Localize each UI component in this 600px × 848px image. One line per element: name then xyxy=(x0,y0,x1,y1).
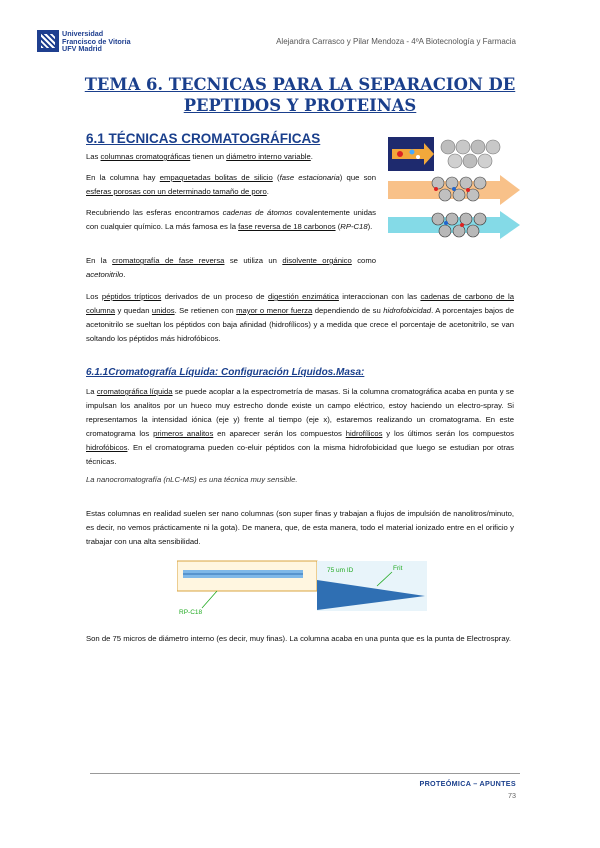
page-title xyxy=(80,74,520,116)
italic-text: La nanocromatografía (nLC-MS) es una técnica muy sensible. xyxy=(86,475,298,484)
page-number: 73 xyxy=(508,791,516,800)
silica-bead xyxy=(471,140,485,154)
university-logo xyxy=(37,30,131,53)
text: ) que son xyxy=(339,173,376,182)
silica-bead xyxy=(474,213,486,225)
text: tienen un xyxy=(190,152,227,161)
label-75-um-id: 75 um ID xyxy=(327,567,354,574)
silica-bead xyxy=(448,154,462,168)
underlined-text: disolvente orgánico xyxy=(282,256,352,265)
silica-bead xyxy=(439,225,451,237)
silica-bead xyxy=(486,140,500,154)
underlined-text: cromatografía de fase reversa xyxy=(112,256,225,265)
text: Son de 75 micros de diámetro interno (es decir, muy finas). La columna acaba en una punta que es la punta de Electrospray. xyxy=(86,634,512,643)
column-beads-figure xyxy=(388,137,520,243)
text: . xyxy=(266,187,269,196)
logo-line: Francisco de Vitoria xyxy=(62,36,131,46)
analyte-dot xyxy=(416,155,420,159)
text: . xyxy=(310,152,313,161)
underlined-text: digestión enzimática xyxy=(267,292,339,301)
header-authors: Alejandra Carrasco y Pilar Mendoza - 4ºA Biotecnología y Farmacia xyxy=(276,37,516,46)
paragraph-liquid-chromatography xyxy=(86,385,514,469)
text: La xyxy=(86,387,97,396)
underlined-text: fase reversa de 18 carbonos xyxy=(238,222,336,231)
analyte-dot xyxy=(397,151,403,157)
analyte-dot xyxy=(466,188,470,192)
italic-text: fase estacionaria xyxy=(279,173,340,182)
text: covalentemente unidas con cualquier químico. La más famosa es la xyxy=(86,208,376,231)
logo-text xyxy=(62,30,131,53)
text: Estas columnas en realidad suelen ser nano columnas (son super finas y trabajan a flujos de impulsión de nanolitros/minuto, es decir, no vemos prácticamente ni la gota). De manera, que, de esta manera, todo el material ionizado entre en el orificio y trabajar con una alta sensibilidad. xyxy=(86,509,514,546)
paragraph-columns xyxy=(86,150,376,164)
silica-bead xyxy=(432,177,444,189)
underlined-text: péptidos trípticos xyxy=(101,292,162,301)
label-frit: Frit xyxy=(393,565,403,572)
underlined-text: hidrofílicos xyxy=(345,429,383,438)
paragraph-75-microns xyxy=(86,632,514,646)
underlined-text: hidrofóbicos xyxy=(86,443,128,452)
text: se puede acoplar a la espectrometría de masas. Si la columna cromatográfica acaba en punta y se impulsan los analitos por un hueco muy estrecho donde existe un campo eléctrico, estoy haciendo un electro-spray. Si representamos la intensidad iónica (eje y) frente al tiempo (eje x), estaremos realizando un cromatograma. En este cromatograma los xyxy=(86,387,514,438)
text: Los xyxy=(86,292,102,301)
underlined-text: primeros analitos xyxy=(153,429,214,438)
subsection-heading: 6.1.1Cromatografía Líquida: Configuración Líquidos.Masa: xyxy=(86,367,365,378)
italic-text: acetonitrilo xyxy=(86,270,124,279)
paragraph-tryptic-peptides xyxy=(86,290,514,346)
silica-bead xyxy=(478,154,492,168)
text: ). xyxy=(367,222,373,231)
orange-arrow-head xyxy=(500,175,520,205)
title-line-2: PEPTIDOS Y PROTEINAS xyxy=(183,96,417,115)
nano-column-figure xyxy=(177,558,427,618)
footer-subject: PROTEÓMICA – APUNTES xyxy=(419,779,516,788)
text: ( xyxy=(272,173,280,182)
text: en aparecer serán los compuestos xyxy=(213,429,346,438)
silica-bead xyxy=(453,225,465,237)
paragraph-reverse-phase xyxy=(86,254,376,282)
analyte-dot xyxy=(452,187,456,191)
paragraph-nanochromatography xyxy=(86,473,514,487)
underlined-text: diámetro interno variable xyxy=(226,152,311,161)
text: . En el cromatograma pueden co-eluir péptidos con la misma hidrofobicidad que luego se estudian por otras técnicas. xyxy=(86,443,514,466)
underlined-text: mayor o menor fuerza xyxy=(236,306,313,315)
italic-text: hidrofobicidad xyxy=(383,306,432,315)
underlined-text: cadenas de carbono de la columna xyxy=(86,292,514,315)
paragraph-silica xyxy=(86,171,376,199)
text: En la columna hay xyxy=(86,173,160,182)
text: dependiendo de su xyxy=(312,306,384,315)
analyte-dot xyxy=(444,221,448,225)
silica-bead xyxy=(456,140,470,154)
text: En la xyxy=(86,256,113,265)
cyan-arrow-head xyxy=(500,211,520,239)
silica-bead xyxy=(439,189,451,201)
underlined-text: esferas porosas con un determinado tamaño de poro xyxy=(86,187,267,196)
text: se utiliza un xyxy=(224,256,283,265)
text: . A porcentajes bajos de acetonitrilo se sueltan los péptidos con baja afinidad (hidrofílicos) y a medida que crece el porcentaje de acetonitrilo, se van soltando los péptidos más hidrofóbicos. xyxy=(86,306,514,343)
footer-divider xyxy=(90,773,520,774)
silica-bead xyxy=(441,140,455,154)
underlined-text: empaquetadas bolitas de silicio xyxy=(159,173,273,182)
text: . Se retienen con xyxy=(174,306,237,315)
text: ( xyxy=(335,222,341,231)
logo-icon xyxy=(37,30,59,52)
text: interaccionan con las xyxy=(338,292,421,301)
analyte-dot xyxy=(410,150,415,155)
text: y quedan xyxy=(115,306,152,315)
silica-bead xyxy=(463,154,477,168)
paragraph-rp-c18 xyxy=(86,206,376,234)
underlined-text: cromatográfica líquida xyxy=(96,387,173,396)
silica-bead xyxy=(460,177,472,189)
analyte-dot xyxy=(434,187,438,191)
silica-bead xyxy=(432,213,444,225)
text: . xyxy=(123,270,126,279)
text: y los últimos serán los compuestos xyxy=(382,429,514,438)
label-rp-c18: RP-C18 xyxy=(179,609,203,616)
silica-bead xyxy=(467,225,479,237)
silica-bead xyxy=(446,177,458,189)
bead-grid-top xyxy=(441,140,500,168)
text: como xyxy=(351,256,376,265)
text: Las xyxy=(86,152,101,161)
underlined-text: unidos xyxy=(151,306,175,315)
title-line-1: TEMA 6. TECNICAS PARA LA SEPARACION DE xyxy=(84,75,516,94)
text: Recubriendo las esferas encontramos xyxy=(86,208,223,217)
rp-pointer-line xyxy=(202,591,217,608)
underlined-text: columnas cromatográficas xyxy=(100,152,191,161)
analyte-dot xyxy=(460,223,464,227)
text: derivados de un proceso de xyxy=(161,292,268,301)
section-heading: 6.1 TÉCNICAS CROMATOGRÁFICAS xyxy=(86,131,321,146)
logo-line: UFV Madrid xyxy=(62,44,102,53)
silica-bead xyxy=(474,177,486,189)
italic-text: RP-C18 xyxy=(340,222,368,231)
paragraph-nano-columns xyxy=(86,507,514,549)
italic-text: cadenas de átomos xyxy=(222,208,293,217)
logo-line: Universidad xyxy=(62,29,104,38)
